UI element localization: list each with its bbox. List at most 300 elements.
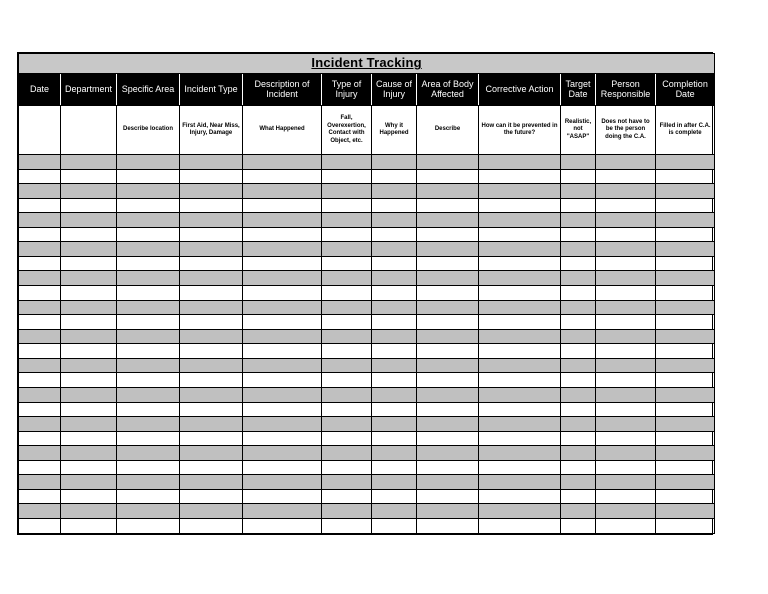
- entry-cell-cause-of-injury[interactable]: [372, 198, 417, 213]
- entry-cell-person-responsible[interactable]: [596, 242, 656, 257]
- entry-cell-cause-of-injury[interactable]: [372, 213, 417, 228]
- entry-cell-corrective-action[interactable]: [479, 402, 561, 417]
- entry-cell-date[interactable]: [19, 373, 61, 388]
- entry-cell-cause-of-injury[interactable]: [372, 387, 417, 402]
- entry-cell-target-date[interactable]: [561, 431, 596, 446]
- entry-cell-date[interactable]: [19, 315, 61, 330]
- entry-cell-corrective-action[interactable]: [479, 242, 561, 257]
- entry-cell-person-responsible[interactable]: [596, 169, 656, 184]
- entry-cell-area-of-body[interactable]: [417, 446, 479, 461]
- entry-cell-specific-area[interactable]: [117, 227, 180, 242]
- entry-cell-incident-type[interactable]: [180, 256, 243, 271]
- entry-cell-specific-area[interactable]: [117, 184, 180, 199]
- entry-cell-date[interactable]: [19, 402, 61, 417]
- entry-cell-specific-area[interactable]: [117, 446, 180, 461]
- entry-cell-department[interactable]: [61, 213, 117, 228]
- entry-cell-department[interactable]: [61, 417, 117, 432]
- entry-cell-specific-area[interactable]: [117, 475, 180, 490]
- entry-cell-type-of-injury[interactable]: [322, 475, 372, 490]
- entry-cell-area-of-body[interactable]: [417, 315, 479, 330]
- entry-cell-corrective-action[interactable]: [479, 256, 561, 271]
- entry-cell-type-of-injury[interactable]: [322, 154, 372, 169]
- entry-cell-description[interactable]: [243, 489, 322, 504]
- entry-cell-incident-type[interactable]: [180, 242, 243, 257]
- entry-cell-type-of-injury[interactable]: [322, 519, 372, 534]
- entry-cell-department[interactable]: [61, 344, 117, 359]
- entry-cell-target-date[interactable]: [561, 373, 596, 388]
- entry-cell-cause-of-injury[interactable]: [372, 242, 417, 257]
- entry-cell-corrective-action[interactable]: [479, 460, 561, 475]
- entry-cell-corrective-action[interactable]: [479, 213, 561, 228]
- entry-cell-target-date[interactable]: [561, 387, 596, 402]
- entry-cell-specific-area[interactable]: [117, 504, 180, 519]
- entry-cell-area-of-body[interactable]: [417, 286, 479, 301]
- entry-cell-type-of-injury[interactable]: [322, 504, 372, 519]
- entry-cell-completion-date[interactable]: [656, 271, 715, 286]
- entry-cell-date[interactable]: [19, 286, 61, 301]
- entry-cell-description[interactable]: [243, 373, 322, 388]
- entry-cell-specific-area[interactable]: [117, 198, 180, 213]
- entry-cell-cause-of-injury[interactable]: [372, 460, 417, 475]
- entry-cell-person-responsible[interactable]: [596, 519, 656, 534]
- entry-cell-type-of-injury[interactable]: [322, 198, 372, 213]
- entry-cell-area-of-body[interactable]: [417, 184, 479, 199]
- entry-cell-person-responsible[interactable]: [596, 489, 656, 504]
- entry-cell-cause-of-injury[interactable]: [372, 504, 417, 519]
- entry-cell-type-of-injury[interactable]: [322, 329, 372, 344]
- entry-cell-cause-of-injury[interactable]: [372, 154, 417, 169]
- entry-cell-target-date[interactable]: [561, 475, 596, 490]
- entry-cell-target-date[interactable]: [561, 242, 596, 257]
- entry-cell-type-of-injury[interactable]: [322, 184, 372, 199]
- entry-cell-completion-date[interactable]: [656, 431, 715, 446]
- entry-cell-corrective-action[interactable]: [479, 154, 561, 169]
- entry-cell-type-of-injury[interactable]: [322, 227, 372, 242]
- entry-cell-date[interactable]: [19, 242, 61, 257]
- entry-cell-corrective-action[interactable]: [479, 286, 561, 301]
- entry-cell-description[interactable]: [243, 344, 322, 359]
- entry-cell-target-date[interactable]: [561, 286, 596, 301]
- entry-cell-department[interactable]: [61, 227, 117, 242]
- entry-cell-date[interactable]: [19, 387, 61, 402]
- entry-cell-incident-type[interactable]: [180, 446, 243, 461]
- entry-cell-area-of-body[interactable]: [417, 329, 479, 344]
- entry-cell-description[interactable]: [243, 315, 322, 330]
- entry-cell-corrective-action[interactable]: [479, 417, 561, 432]
- entry-cell-corrective-action[interactable]: [479, 489, 561, 504]
- entry-cell-type-of-injury[interactable]: [322, 315, 372, 330]
- entry-cell-date[interactable]: [19, 358, 61, 373]
- entry-cell-incident-type[interactable]: [180, 169, 243, 184]
- entry-cell-cause-of-injury[interactable]: [372, 402, 417, 417]
- entry-cell-target-date[interactable]: [561, 329, 596, 344]
- entry-cell-target-date[interactable]: [561, 417, 596, 432]
- entry-cell-completion-date[interactable]: [656, 286, 715, 301]
- entry-cell-incident-type[interactable]: [180, 315, 243, 330]
- entry-cell-person-responsible[interactable]: [596, 387, 656, 402]
- entry-cell-date[interactable]: [19, 329, 61, 344]
- entry-cell-cause-of-injury[interactable]: [372, 358, 417, 373]
- entry-cell-department[interactable]: [61, 256, 117, 271]
- entry-cell-incident-type[interactable]: [180, 417, 243, 432]
- entry-cell-type-of-injury[interactable]: [322, 344, 372, 359]
- entry-cell-type-of-injury[interactable]: [322, 271, 372, 286]
- entry-cell-department[interactable]: [61, 300, 117, 315]
- entry-cell-person-responsible[interactable]: [596, 227, 656, 242]
- entry-cell-date[interactable]: [19, 213, 61, 228]
- entry-cell-department[interactable]: [61, 154, 117, 169]
- entry-cell-completion-date[interactable]: [656, 184, 715, 199]
- entry-cell-specific-area[interactable]: [117, 460, 180, 475]
- entry-cell-corrective-action[interactable]: [479, 387, 561, 402]
- entry-cell-cause-of-injury[interactable]: [372, 169, 417, 184]
- entry-cell-person-responsible[interactable]: [596, 154, 656, 169]
- entry-cell-area-of-body[interactable]: [417, 154, 479, 169]
- entry-cell-target-date[interactable]: [561, 489, 596, 504]
- entry-cell-completion-date[interactable]: [656, 154, 715, 169]
- entry-cell-cause-of-injury[interactable]: [372, 475, 417, 490]
- entry-cell-incident-type[interactable]: [180, 504, 243, 519]
- entry-cell-person-responsible[interactable]: [596, 417, 656, 432]
- entry-cell-corrective-action[interactable]: [479, 271, 561, 286]
- entry-cell-target-date[interactable]: [561, 344, 596, 359]
- entry-cell-type-of-injury[interactable]: [322, 169, 372, 184]
- entry-cell-description[interactable]: [243, 519, 322, 534]
- entry-cell-department[interactable]: [61, 460, 117, 475]
- entry-cell-specific-area[interactable]: [117, 402, 180, 417]
- entry-cell-area-of-body[interactable]: [417, 417, 479, 432]
- entry-cell-description[interactable]: [243, 213, 322, 228]
- entry-cell-date[interactable]: [19, 504, 61, 519]
- entry-cell-completion-date[interactable]: [656, 446, 715, 461]
- entry-cell-completion-date[interactable]: [656, 315, 715, 330]
- entry-cell-type-of-injury[interactable]: [322, 417, 372, 432]
- entry-cell-completion-date[interactable]: [656, 402, 715, 417]
- entry-cell-date[interactable]: [19, 169, 61, 184]
- entry-cell-specific-area[interactable]: [117, 242, 180, 257]
- entry-cell-cause-of-injury[interactable]: [372, 300, 417, 315]
- entry-cell-description[interactable]: [243, 184, 322, 199]
- entry-cell-area-of-body[interactable]: [417, 402, 479, 417]
- entry-cell-department[interactable]: [61, 519, 117, 534]
- entry-cell-date[interactable]: [19, 227, 61, 242]
- entry-cell-completion-date[interactable]: [656, 242, 715, 257]
- entry-cell-type-of-injury[interactable]: [322, 387, 372, 402]
- entry-cell-incident-type[interactable]: [180, 198, 243, 213]
- entry-cell-cause-of-injury[interactable]: [372, 373, 417, 388]
- entry-cell-date[interactable]: [19, 344, 61, 359]
- entry-cell-area-of-body[interactable]: [417, 519, 479, 534]
- entry-cell-corrective-action[interactable]: [479, 519, 561, 534]
- entry-cell-area-of-body[interactable]: [417, 256, 479, 271]
- entry-cell-type-of-injury[interactable]: [322, 286, 372, 301]
- entry-cell-incident-type[interactable]: [180, 402, 243, 417]
- entry-cell-corrective-action[interactable]: [479, 329, 561, 344]
- entry-cell-target-date[interactable]: [561, 213, 596, 228]
- entry-cell-person-responsible[interactable]: [596, 184, 656, 199]
- entry-cell-target-date[interactable]: [561, 358, 596, 373]
- entry-cell-specific-area[interactable]: [117, 315, 180, 330]
- entry-cell-specific-area[interactable]: [117, 256, 180, 271]
- entry-cell-person-responsible[interactable]: [596, 300, 656, 315]
- entry-cell-cause-of-injury[interactable]: [372, 184, 417, 199]
- entry-cell-corrective-action[interactable]: [479, 504, 561, 519]
- entry-cell-area-of-body[interactable]: [417, 227, 479, 242]
- entry-cell-department[interactable]: [61, 329, 117, 344]
- entry-cell-date[interactable]: [19, 431, 61, 446]
- entry-cell-department[interactable]: [61, 431, 117, 446]
- entry-cell-description[interactable]: [243, 402, 322, 417]
- entry-cell-incident-type[interactable]: [180, 344, 243, 359]
- entry-cell-type-of-injury[interactable]: [322, 242, 372, 257]
- entry-cell-description[interactable]: [243, 154, 322, 169]
- entry-cell-department[interactable]: [61, 198, 117, 213]
- entry-cell-area-of-body[interactable]: [417, 460, 479, 475]
- entry-cell-description[interactable]: [243, 169, 322, 184]
- entry-cell-description[interactable]: [243, 198, 322, 213]
- entry-cell-person-responsible[interactable]: [596, 315, 656, 330]
- entry-cell-date[interactable]: [19, 184, 61, 199]
- entry-cell-completion-date[interactable]: [656, 213, 715, 228]
- entry-cell-specific-area[interactable]: [117, 344, 180, 359]
- entry-cell-person-responsible[interactable]: [596, 431, 656, 446]
- entry-cell-target-date[interactable]: [561, 519, 596, 534]
- entry-cell-description[interactable]: [243, 446, 322, 461]
- entry-cell-date[interactable]: [19, 460, 61, 475]
- entry-cell-completion-date[interactable]: [656, 417, 715, 432]
- entry-cell-description[interactable]: [243, 256, 322, 271]
- entry-cell-cause-of-injury[interactable]: [372, 519, 417, 534]
- entry-cell-department[interactable]: [61, 387, 117, 402]
- entry-cell-area-of-body[interactable]: [417, 169, 479, 184]
- entry-cell-person-responsible[interactable]: [596, 213, 656, 228]
- entry-cell-person-responsible[interactable]: [596, 256, 656, 271]
- entry-cell-area-of-body[interactable]: [417, 213, 479, 228]
- entry-cell-person-responsible[interactable]: [596, 504, 656, 519]
- entry-cell-department[interactable]: [61, 373, 117, 388]
- entry-cell-target-date[interactable]: [561, 198, 596, 213]
- entry-cell-department[interactable]: [61, 286, 117, 301]
- entry-cell-description[interactable]: [243, 387, 322, 402]
- entry-cell-incident-type[interactable]: [180, 184, 243, 199]
- entry-cell-incident-type[interactable]: [180, 154, 243, 169]
- entry-cell-specific-area[interactable]: [117, 431, 180, 446]
- entry-cell-completion-date[interactable]: [656, 169, 715, 184]
- entry-cell-date[interactable]: [19, 489, 61, 504]
- entry-cell-person-responsible[interactable]: [596, 198, 656, 213]
- entry-cell-incident-type[interactable]: [180, 475, 243, 490]
- entry-cell-description[interactable]: [243, 417, 322, 432]
- entry-cell-specific-area[interactable]: [117, 169, 180, 184]
- entry-cell-corrective-action[interactable]: [479, 373, 561, 388]
- entry-cell-target-date[interactable]: [561, 227, 596, 242]
- entry-cell-description[interactable]: [243, 242, 322, 257]
- entry-cell-date[interactable]: [19, 417, 61, 432]
- entry-cell-department[interactable]: [61, 358, 117, 373]
- entry-cell-target-date[interactable]: [561, 446, 596, 461]
- entry-cell-person-responsible[interactable]: [596, 446, 656, 461]
- entry-cell-corrective-action[interactable]: [479, 198, 561, 213]
- entry-cell-description[interactable]: [243, 329, 322, 344]
- entry-cell-corrective-action[interactable]: [479, 300, 561, 315]
- entry-cell-department[interactable]: [61, 271, 117, 286]
- entry-cell-specific-area[interactable]: [117, 417, 180, 432]
- entry-cell-specific-area[interactable]: [117, 373, 180, 388]
- entry-cell-specific-area[interactable]: [117, 329, 180, 344]
- entry-cell-type-of-injury[interactable]: [322, 256, 372, 271]
- entry-cell-specific-area[interactable]: [117, 489, 180, 504]
- entry-cell-type-of-injury[interactable]: [322, 460, 372, 475]
- entry-cell-cause-of-injury[interactable]: [372, 446, 417, 461]
- entry-cell-type-of-injury[interactable]: [322, 489, 372, 504]
- entry-cell-specific-area[interactable]: [117, 358, 180, 373]
- entry-cell-description[interactable]: [243, 431, 322, 446]
- entry-cell-cause-of-injury[interactable]: [372, 256, 417, 271]
- entry-cell-date[interactable]: [19, 475, 61, 490]
- entry-cell-specific-area[interactable]: [117, 154, 180, 169]
- entry-cell-cause-of-injury[interactable]: [372, 417, 417, 432]
- entry-cell-cause-of-injury[interactable]: [372, 227, 417, 242]
- entry-cell-corrective-action[interactable]: [479, 358, 561, 373]
- entry-cell-area-of-body[interactable]: [417, 344, 479, 359]
- entry-cell-incident-type[interactable]: [180, 460, 243, 475]
- entry-cell-completion-date[interactable]: [656, 387, 715, 402]
- entry-cell-department[interactable]: [61, 169, 117, 184]
- entry-cell-description[interactable]: [243, 460, 322, 475]
- entry-cell-person-responsible[interactable]: [596, 460, 656, 475]
- entry-cell-target-date[interactable]: [561, 402, 596, 417]
- entry-cell-area-of-body[interactable]: [417, 271, 479, 286]
- entry-cell-target-date[interactable]: [561, 154, 596, 169]
- entry-cell-type-of-injury[interactable]: [322, 213, 372, 228]
- entry-cell-description[interactable]: [243, 300, 322, 315]
- entry-cell-target-date[interactable]: [561, 169, 596, 184]
- entry-cell-completion-date[interactable]: [656, 344, 715, 359]
- entry-cell-description[interactable]: [243, 227, 322, 242]
- entry-cell-date[interactable]: [19, 300, 61, 315]
- entry-cell-person-responsible[interactable]: [596, 358, 656, 373]
- entry-cell-target-date[interactable]: [561, 460, 596, 475]
- entry-cell-person-responsible[interactable]: [596, 329, 656, 344]
- entry-cell-cause-of-injury[interactable]: [372, 344, 417, 359]
- entry-cell-area-of-body[interactable]: [417, 300, 479, 315]
- entry-cell-person-responsible[interactable]: [596, 271, 656, 286]
- entry-cell-area-of-body[interactable]: [417, 358, 479, 373]
- entry-cell-target-date[interactable]: [561, 504, 596, 519]
- entry-cell-cause-of-injury[interactable]: [372, 315, 417, 330]
- entry-cell-incident-type[interactable]: [180, 329, 243, 344]
- entry-cell-person-responsible[interactable]: [596, 344, 656, 359]
- entry-cell-specific-area[interactable]: [117, 519, 180, 534]
- entry-cell-completion-date[interactable]: [656, 519, 715, 534]
- entry-cell-description[interactable]: [243, 286, 322, 301]
- entry-cell-target-date[interactable]: [561, 184, 596, 199]
- entry-cell-specific-area[interactable]: [117, 213, 180, 228]
- entry-cell-date[interactable]: [19, 271, 61, 286]
- entry-cell-target-date[interactable]: [561, 271, 596, 286]
- entry-cell-target-date[interactable]: [561, 300, 596, 315]
- entry-cell-area-of-body[interactable]: [417, 242, 479, 257]
- entry-cell-cause-of-injury[interactable]: [372, 329, 417, 344]
- entry-cell-incident-type[interactable]: [180, 373, 243, 388]
- entry-cell-specific-area[interactable]: [117, 300, 180, 315]
- entry-cell-target-date[interactable]: [561, 256, 596, 271]
- entry-cell-incident-type[interactable]: [180, 387, 243, 402]
- entry-cell-specific-area[interactable]: [117, 286, 180, 301]
- entry-cell-completion-date[interactable]: [656, 489, 715, 504]
- entry-cell-description[interactable]: [243, 358, 322, 373]
- entry-cell-corrective-action[interactable]: [479, 169, 561, 184]
- entry-cell-incident-type[interactable]: [180, 227, 243, 242]
- entry-cell-completion-date[interactable]: [656, 198, 715, 213]
- entry-cell-completion-date[interactable]: [656, 227, 715, 242]
- entry-cell-date[interactable]: [19, 198, 61, 213]
- entry-cell-person-responsible[interactable]: [596, 286, 656, 301]
- entry-cell-completion-date[interactable]: [656, 460, 715, 475]
- entry-cell-cause-of-injury[interactable]: [372, 489, 417, 504]
- entry-cell-date[interactable]: [19, 446, 61, 461]
- entry-cell-completion-date[interactable]: [656, 373, 715, 388]
- entry-cell-department[interactable]: [61, 504, 117, 519]
- entry-cell-type-of-injury[interactable]: [322, 373, 372, 388]
- entry-cell-completion-date[interactable]: [656, 329, 715, 344]
- entry-cell-completion-date[interactable]: [656, 504, 715, 519]
- entry-cell-specific-area[interactable]: [117, 387, 180, 402]
- entry-cell-type-of-injury[interactable]: [322, 402, 372, 417]
- entry-cell-type-of-injury[interactable]: [322, 431, 372, 446]
- entry-cell-area-of-body[interactable]: [417, 489, 479, 504]
- entry-cell-completion-date[interactable]: [656, 300, 715, 315]
- entry-cell-cause-of-injury[interactable]: [372, 271, 417, 286]
- entry-cell-area-of-body[interactable]: [417, 475, 479, 490]
- entry-cell-incident-type[interactable]: [180, 300, 243, 315]
- entry-cell-type-of-injury[interactable]: [322, 446, 372, 461]
- entry-cell-target-date[interactable]: [561, 315, 596, 330]
- entry-cell-department[interactable]: [61, 402, 117, 417]
- entry-cell-corrective-action[interactable]: [479, 446, 561, 461]
- entry-cell-corrective-action[interactable]: [479, 315, 561, 330]
- entry-cell-corrective-action[interactable]: [479, 431, 561, 446]
- entry-cell-area-of-body[interactable]: [417, 387, 479, 402]
- entry-cell-incident-type[interactable]: [180, 519, 243, 534]
- entry-cell-person-responsible[interactable]: [596, 402, 656, 417]
- entry-cell-incident-type[interactable]: [180, 489, 243, 504]
- entry-cell-department[interactable]: [61, 315, 117, 330]
- entry-cell-completion-date[interactable]: [656, 358, 715, 373]
- entry-cell-area-of-body[interactable]: [417, 431, 479, 446]
- entry-cell-incident-type[interactable]: [180, 358, 243, 373]
- entry-cell-description[interactable]: [243, 475, 322, 490]
- entry-cell-cause-of-injury[interactable]: [372, 286, 417, 301]
- entry-cell-incident-type[interactable]: [180, 431, 243, 446]
- entry-cell-description[interactable]: [243, 271, 322, 286]
- entry-cell-department[interactable]: [61, 184, 117, 199]
- entry-cell-department[interactable]: [61, 489, 117, 504]
- entry-cell-date[interactable]: [19, 519, 61, 534]
- entry-cell-area-of-body[interactable]: [417, 504, 479, 519]
- entry-cell-type-of-injury[interactable]: [322, 300, 372, 315]
- entry-cell-completion-date[interactable]: [656, 256, 715, 271]
- entry-cell-date[interactable]: [19, 154, 61, 169]
- entry-cell-person-responsible[interactable]: [596, 475, 656, 490]
- entry-cell-person-responsible[interactable]: [596, 373, 656, 388]
- entry-cell-incident-type[interactable]: [180, 286, 243, 301]
- entry-cell-area-of-body[interactable]: [417, 198, 479, 213]
- entry-cell-incident-type[interactable]: [180, 213, 243, 228]
- entry-cell-department[interactable]: [61, 446, 117, 461]
- entry-cell-type-of-injury[interactable]: [322, 358, 372, 373]
- entry-cell-corrective-action[interactable]: [479, 475, 561, 490]
